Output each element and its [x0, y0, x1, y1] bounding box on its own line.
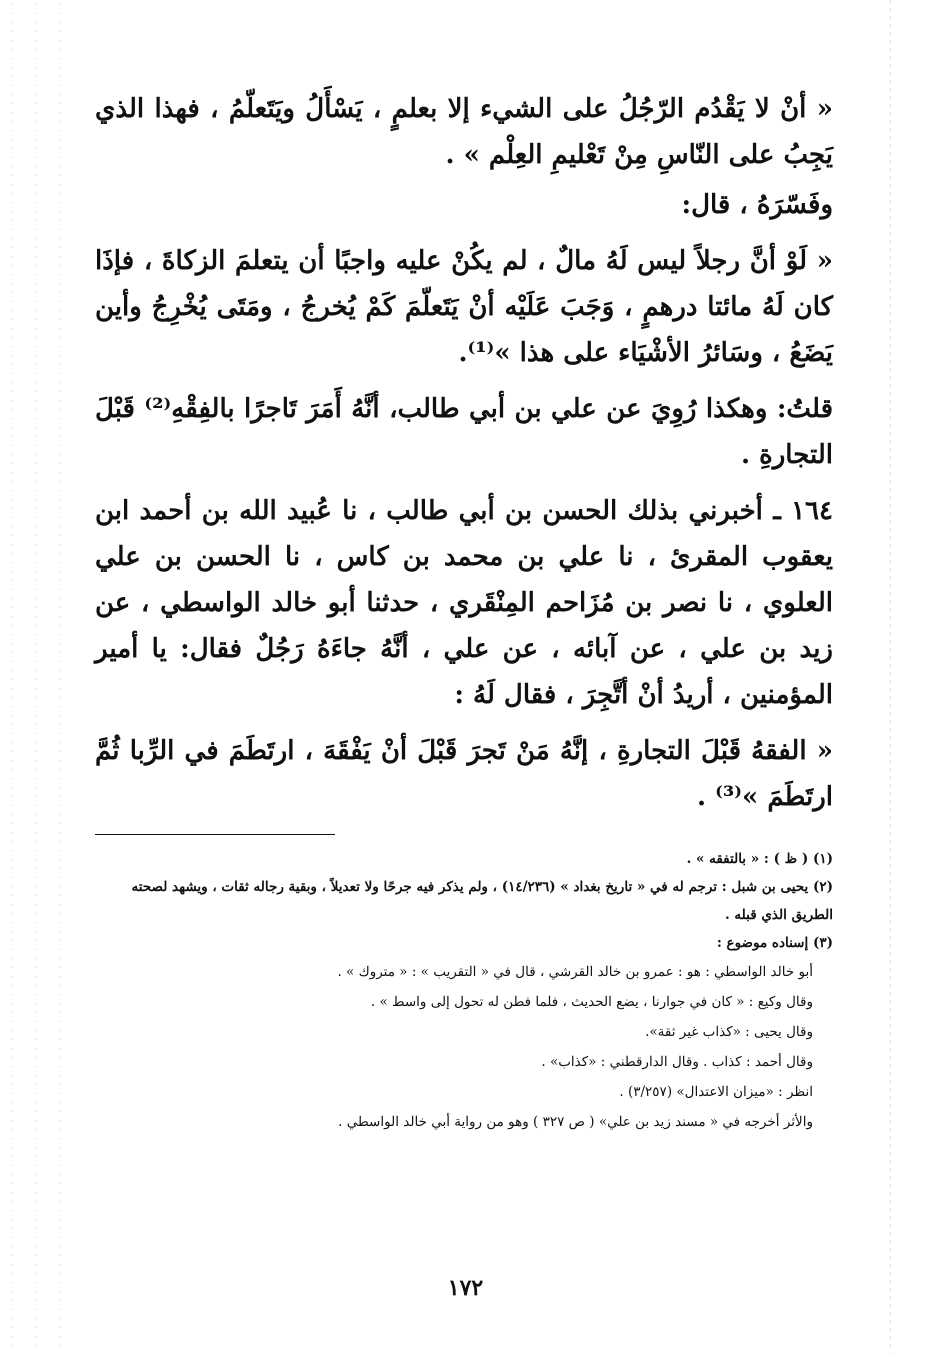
page-text — [95, 86, 833, 1137]
hadith-text: أخبرني بذلك الحسن بن أبي طالب ، نا عُبيد الله بن أحمد ابن يعقوب المقرئ ، نا علي بن محمد بن كاس ، نا الحسن بن علي العلوي ، نا نصر بن مُزَاحم المِنْقَري ، حدثنا أبو خالد الواسطي ، عن زيد بن علي ، عن آبائه ، عن علي ، أنَّهُ جاءَهُ رَجُلٌ فقال: يا أمير المؤمنين ، أريدُ أنْ أتَّجِرَ ، فقال لَهُ : — [95, 496, 833, 710]
footnote-3-line: انظر : «ميزان الاعتدال» (٣/٢٥٧) . — [619, 1084, 813, 1100]
footnote-3-line: والأثر أخرجه في « مسند زيد بن علي» ( ص ٣٢٧ ) وهو من رواية أبي خالد الواسطي . — [338, 1114, 813, 1130]
footnote-3-line: وقال يحيى : «كذاب غير ثقة». — [645, 1024, 813, 1040]
paragraph-explanation-intro: وفَسّرَهُ ، قال: — [681, 190, 833, 220]
footnotes — [95, 845, 833, 1137]
footnote-3-line: وقال أحمد : كذاب . وقال الدارقطني : «كذاب» . — [541, 1054, 813, 1070]
scan-margin-dots — [0, 0, 70, 1353]
paragraph-hadith-164 — [95, 488, 833, 718]
footnote-3: (٣) إسناده موضوع : — [716, 935, 833, 951]
page-number: ١٧٢ — [447, 1275, 484, 1301]
scan-margin-line — [890, 0, 891, 1353]
footnote-3-line: أبو خالد الواسطي : هو : عمرو بن خالد القرشي ، قال في « التقريب » : « متروك » . — [337, 964, 813, 980]
footnote-separator — [95, 834, 335, 835]
paragraph-comment: قلتُ: وهكذا رُوِيَ عن علي بن أبي طالب، أنَّهُ أَمَرَ تَاجرًا بالفِقْهِ⁽²⁾ قَبْلَ التجارةِ . — [95, 394, 834, 470]
footnote-1: (١) ( ظ ) : « بالتفقه » . — [686, 851, 833, 867]
paragraph-quote-2: « لَوْ أنَّ رجلاً ليس لَهُ مالٌ ، لم يكُنْ عليه واجبًا أن يتعلمَ الزكاةَ ، فإذَا كان لَهُ مائتا درهمٍ ، وَجَبَ عَلَيْه أنْ يَتَعلّمَ كَمْ يُخرجُ ، ومَتَى يُخْرِجُ وأين يَضَعُ ، وسَائرُ الأشْيَاء على هذا »⁽¹⁾. — [95, 246, 833, 368]
paragraph-quote-1: « أنْ لا يَقْدُم الرّجُلُ على الشيء إلا بعلمٍ ، يَسْأَلُ ويَتَعلّمُ ، فهذا الذي يَجِبُ على النّاسِ مِنْ تَعْليمِ العِلْم » . — [95, 94, 833, 170]
hadith-number: ١٦٤ ـ — [773, 496, 833, 526]
footnote-2: (٢) يحيى بن شبل : ترجم له في « تاريخ بغداد » (١٤/٢٣٦) ، ولم يذكر فيه جرحًا ولا تعديلاً ، وبقية رجاله ثقات ، ويشهد لصحته الطريق الذي قبله . — [131, 879, 833, 923]
paragraph-quote-3: « الفقهُ قَبْلَ التجارةِ ، إنَّهُ مَنْ تَجرَ قَبْلَ أنْ يَفْقَهَ ، ارتَطَمَ في الرِّبا ثُمَّ ارتَطَمَ »⁽³⁾ . — [95, 736, 833, 812]
footnote-3-line: وقال وكيع : « كان في جوارنا ، يضع الحديث ، فلما فطن له تحول إلى واسط » . — [370, 994, 813, 1010]
main-text — [95, 86, 833, 820]
